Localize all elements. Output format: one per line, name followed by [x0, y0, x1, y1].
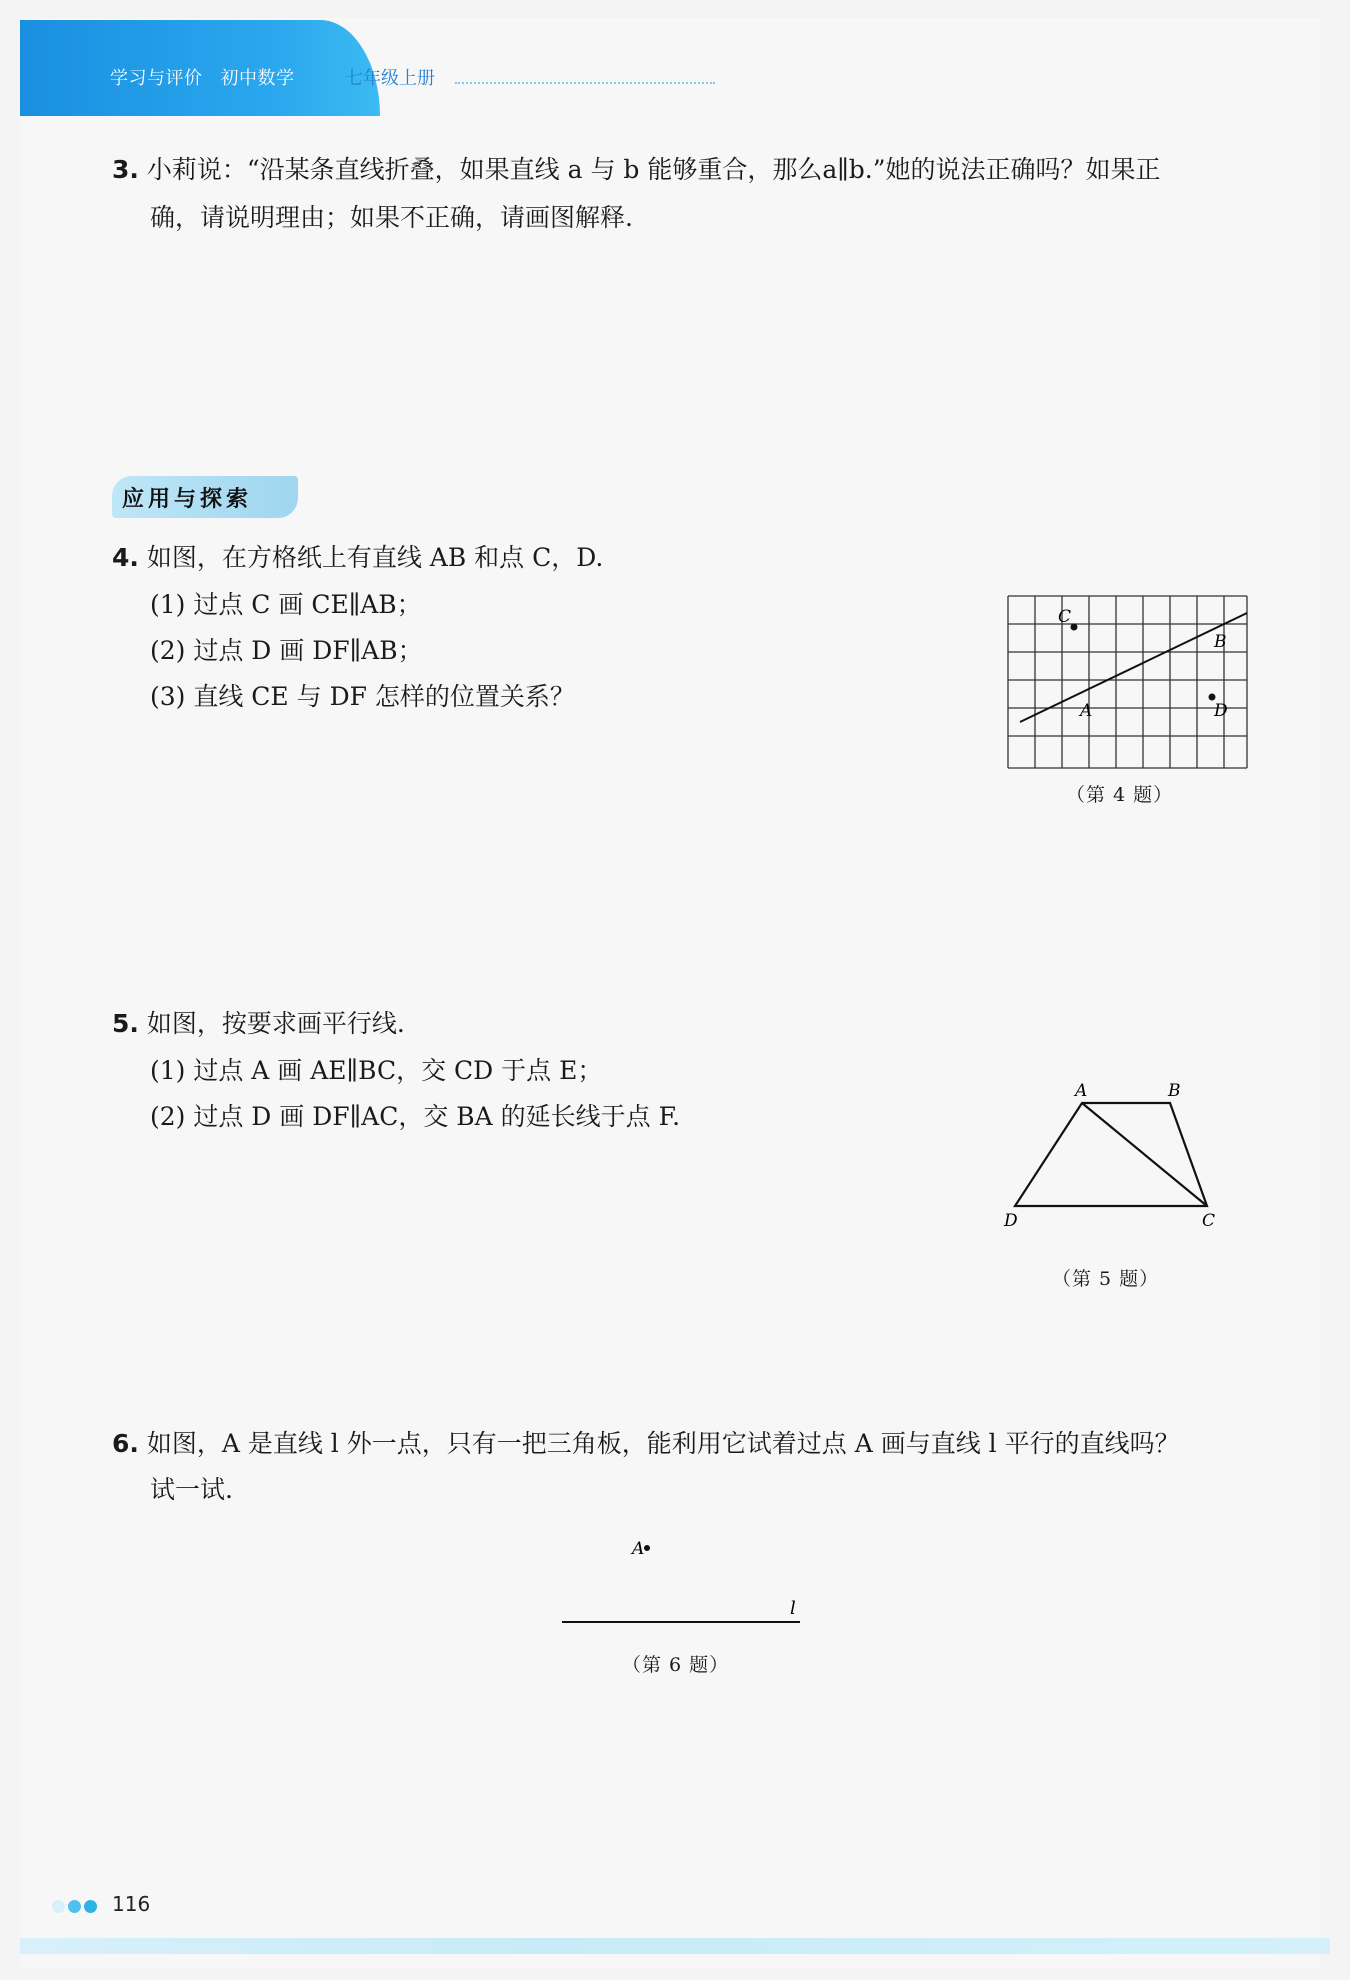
footer-dot-3	[84, 1900, 97, 1913]
q6-label-l: l	[790, 1598, 796, 1619]
q6-figure	[550, 1530, 810, 1630]
q6-caption: （第 6 题）	[622, 1654, 730, 1676]
q5-caption: （第 5 题）	[1052, 1268, 1160, 1290]
footer-dot-1	[52, 1900, 65, 1913]
q3-text-line1: 小莉说：“沿某条直线折叠，如果直线 a 与 b 能够重合，那么a∥b.”她的说法正确吗？如果正	[146, 155, 1161, 184]
q5-part-1: (1) 过点 A 画 AE∥BC，交 CD 于点 E；	[150, 1056, 603, 1085]
q5-number: 5.	[112, 1009, 139, 1038]
q4-part-2: (2) 过点 D 画 DF∥AB；	[150, 636, 423, 665]
q4-label-d: D	[1214, 701, 1228, 721]
q5-part-2: (2) 过点 D 画 DF∥AC，交 BA 的延长线于点 F.	[150, 1102, 681, 1131]
q4-part-1: (1) 过点 C 画 CE∥AB；	[150, 590, 422, 619]
q5-label-a: A	[1075, 1081, 1088, 1101]
q4-grid	[1008, 596, 1247, 768]
section-tag	[112, 476, 298, 518]
header-titles	[110, 64, 313, 90]
q4-number: 4.	[112, 543, 139, 572]
q4-point-d	[1209, 694, 1216, 701]
header-series: 学习与评价	[110, 68, 203, 89]
page-number: 116	[112, 1892, 151, 1916]
header-dotted-rule	[455, 82, 715, 88]
q4-grid-figure	[1000, 590, 1260, 775]
q4-point-c	[1071, 624, 1078, 631]
q4-caption: （第 4 题）	[1066, 784, 1174, 806]
q4-stem: 如图，在方格纸上有直线 AB 和点 C，D.	[146, 543, 604, 572]
q5-stem-line	[112, 1000, 405, 1048]
q5-stem: 如图，按要求画平行线.	[146, 1009, 405, 1038]
q5-label-c: C	[1202, 1211, 1216, 1231]
q6-line1-row	[112, 1420, 1180, 1468]
section-title: 应用与探索	[122, 487, 253, 512]
q6-point-a	[644, 1545, 650, 1551]
q5-trapezoid-figure	[990, 1076, 1240, 1236]
q4-label-b: B	[1214, 632, 1227, 652]
q4-line-ab	[1020, 613, 1247, 722]
q5-label-b: B	[1168, 1081, 1181, 1101]
header-subject: 初中数学	[220, 68, 295, 89]
q4-label-a: A	[1080, 701, 1093, 721]
header-grade: 七年级上册	[345, 68, 435, 89]
q5-label-d: D	[1004, 1211, 1018, 1231]
q4-stem-line	[112, 534, 603, 582]
q6-label-a: A	[632, 1539, 645, 1559]
q6-text-line1: 如图，A 是直线 l 外一点，只有一把三角板，能利用它试着过点 A 画与直线 l 平行的直线吗？	[146, 1429, 1180, 1458]
q4-part-3: (3) 直线 CE 与 DF 怎样的位置关系？	[150, 682, 575, 711]
q4-label-c: C	[1058, 607, 1072, 627]
q5-trapezoid	[1015, 1103, 1207, 1206]
q3-number: 3.	[112, 155, 139, 184]
q3-text-line2: 确，请说明理由；如果不正确，请画图解释.	[150, 203, 633, 232]
q6-text-line2: 试一试.	[150, 1475, 233, 1504]
q6-number: 6.	[112, 1429, 139, 1458]
footer-dot-2	[68, 1900, 81, 1913]
footer-dots	[52, 1898, 112, 1914]
q3-line1	[112, 146, 1161, 194]
footer-bar	[20, 1938, 1330, 1954]
